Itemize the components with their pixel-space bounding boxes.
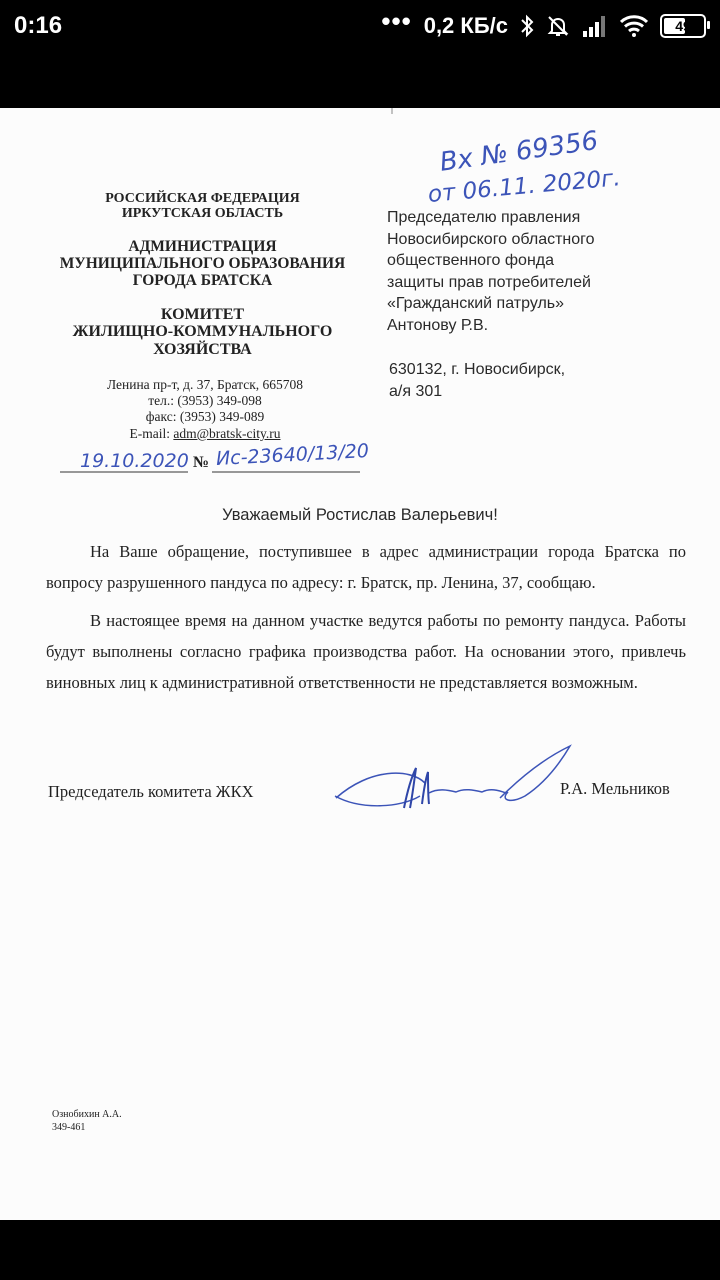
battery-tip — [707, 21, 710, 29]
header-federation: РОССИЙСКАЯ ФЕДЕРАЦИЯ — [105, 191, 300, 206]
outgoing-underline — [60, 470, 360, 474]
administration-line-1: АДМИНИСТРАЦИЯ — [128, 238, 277, 255]
recipient-block — [387, 207, 707, 336]
header-region: ИРКУТСКАЯ ОБЛАСТЬ — [121, 206, 284, 221]
recipient-line: «Гражданский патруль» — [387, 295, 565, 312]
number-sign: № — [193, 454, 210, 471]
header-email — [55, 425, 355, 442]
bluetooth-icon — [520, 14, 534, 38]
signatory-name: Р.А. Мельников — [560, 779, 670, 798]
recipient-address-line: а/я 301 — [389, 382, 443, 400]
recipient-address-line: 630132, г. Новосибирск, — [389, 361, 566, 378]
email-label: E-mail: — [129, 426, 174, 441]
header-phone: тел.: (3953) 349-098 — [148, 393, 262, 408]
committee-line-2: ЖИЛИЩНО-КОММУНАЛЬНОГО — [72, 323, 333, 340]
header-fax: факс: (3953) 349-089 — [145, 409, 265, 424]
signal-icon — [582, 15, 608, 37]
battery-icon — [660, 14, 706, 38]
incoming-date: от 06.11. 2020г. — [426, 165, 622, 208]
battery-level: 49 — [675, 18, 691, 34]
committee-line-1: КОМИТЕТ — [160, 306, 245, 323]
administration-line-2: МУНИЦИПАЛЬНОГО ОБРАЗОВАНИЯ — [59, 255, 346, 272]
status-time: 0:16 — [14, 12, 63, 39]
muted-bell-icon — [546, 14, 570, 38]
recipient-line: Антонову Р.В. — [387, 316, 489, 334]
status-icons — [381, 5, 706, 42]
signatory-position: Председатель комитета ЖКХ — [48, 782, 254, 801]
committee-line-3: ХОЗЯЙСТВА — [153, 341, 252, 358]
header-address: Ленина пр-т, д. 37, Братск, 665708 — [106, 377, 304, 392]
wifi-icon — [620, 15, 648, 37]
recipient-line: защиты прав потребителей — [387, 273, 591, 291]
scan-marks — [0, 108, 720, 122]
more-notifications-icon: ••• — [381, 5, 412, 36]
recipient-address — [389, 359, 709, 402]
recipient-line: Председателю правления — [387, 209, 581, 226]
outgoing-date: 19.10.2020 — [80, 450, 189, 472]
letter-page — [0, 108, 720, 1220]
recipient-line: общественного фонда — [387, 252, 555, 269]
navigation-bar — [0, 1220, 720, 1280]
executor-name: Ознобихин А.А. — [52, 1109, 122, 1120]
administration-line-3: ГОРОДА БРАТСКА — [132, 272, 273, 289]
signature-icon — [330, 738, 575, 818]
executor-phone: 349-461 — [52, 1122, 86, 1133]
salutation: Уважаемый Ростислав Валерьевич! — [222, 506, 498, 524]
outgoing-number: Ис-23640/13/20 — [215, 440, 370, 470]
recipient-line: Новосибирского областного — [387, 230, 595, 248]
network-speed: 0,2 КБ/с — [423, 13, 508, 38]
body-paragraph-2: В настоящее время на данном участке ведутся работы по ремонту пандуса. Работы будут выполнены согласно графика производства работ. На основании этого, привлечь виновных лиц к административной ответственности не представляется возможным. — [46, 611, 686, 692]
incoming-number: Вх № 69356 — [437, 125, 601, 178]
status-bar — [0, 0, 720, 108]
email-link[interactable]: adm@bratsk-city.ru — [173, 426, 281, 441]
body-paragraph-1: На Ваше обращение, поступившее в адрес администрации города Братска по вопросу разрушенного пандуса по адресу: г. Братск, пр. Ленина, 37, сообщаю. — [46, 542, 686, 592]
